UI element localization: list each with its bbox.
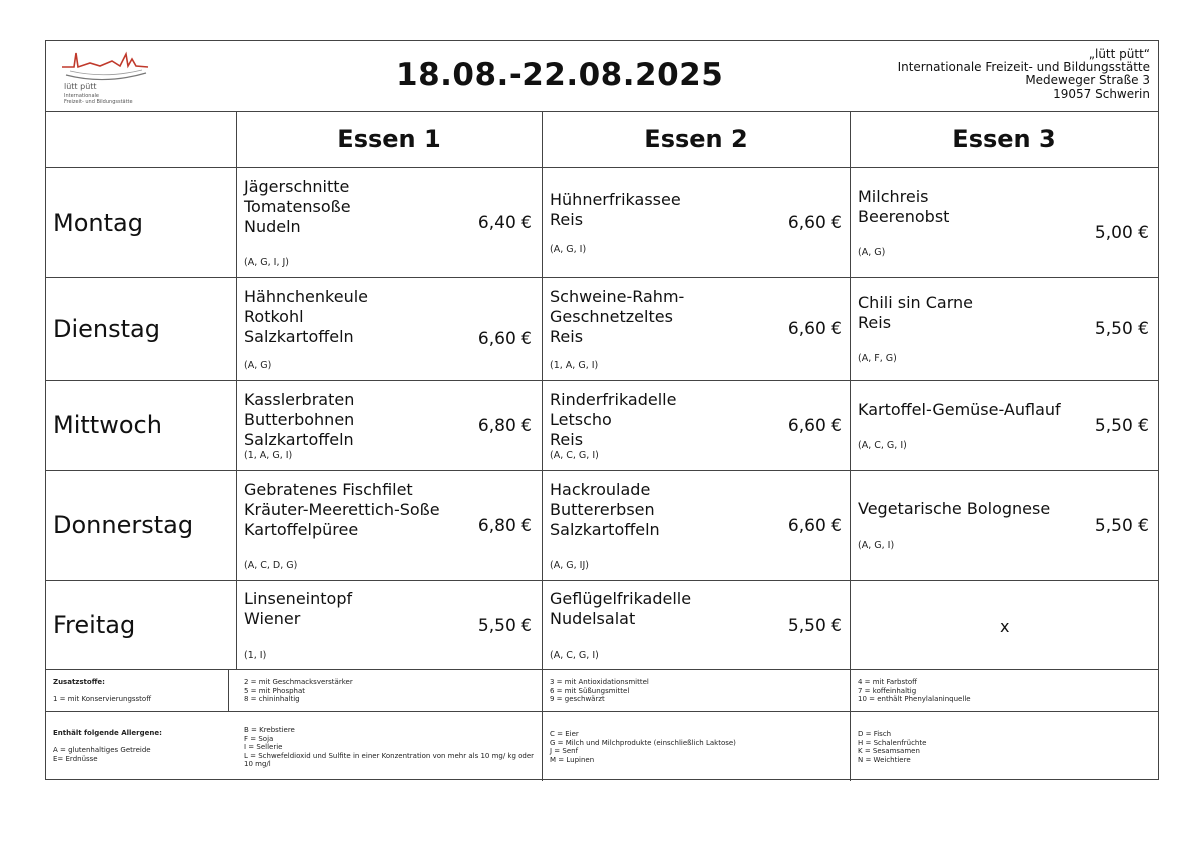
grid-line [542,111,543,781]
additives-heading: Zusatzstoffe: [53,678,105,686]
grid-line [228,669,229,711]
price: 6,40 € [477,213,532,233]
address-line: 19057 Schwerin [1053,86,1150,101]
price: 5,50 € [1094,516,1149,536]
grid-line [46,711,1158,712]
dish-name: Kasslerbraten Butterbohnen Salzkartoffeln [244,390,355,449]
dish-name: Hackroulade Buttererbsen Salzkartoffeln [550,480,660,539]
address-line: Medeweger Straße 3 [1025,73,1150,88]
grid-line [850,111,851,781]
column-header-essen-3: Essen 3 [952,125,1056,153]
day-label: Dienstag [53,315,160,343]
menu-sheet [45,40,1159,780]
dish-name: Hähnchenkeule Rotkohl Salzkartoffeln [244,287,369,346]
allergen-codes: (A, G) [858,247,886,258]
price: 5,50 € [1094,416,1149,436]
additives-col-3: 3 = mit Antioxidationsmittel 6 = mit Süßungsmittel 9 = geschwärzt [550,678,649,703]
logo-name: lütt pütt [64,82,97,91]
dish-name: Hühnerfrikassee Reis [550,190,681,229]
allergen-codes: (A, G, I) [858,540,895,551]
no-meal-mark: x [1000,617,1010,636]
grid-line [236,111,237,669]
logo-subtitle: Internationale Freizeit- und Bildungsstätte [64,93,133,105]
allergens-col-2: B = Krebstiere F = Soja I = Sellerie L = Schwefeldioxid und Sulfite in einer Konzentration von mehr als 10 mg/ kg oder 10 mg/l [244,726,535,768]
allergen-codes: (1, A, G, I) [550,360,599,371]
page-title: 18.08.-22.08.2025 [396,57,724,93]
additives-col-2: 2 = mit Geschmacksverstärker 5 = mit Phosphat 8 = chininhaltig [244,678,353,703]
dish-name: Kartoffel-Gemüse-Auflauf [858,400,1061,419]
grid-line [46,470,1158,471]
price: 6,60 € [787,516,842,536]
allergens-col-3: C = Eier G = Milch und Milchprodukte (einschließlich Laktose) J = Senf M = Lupinen [550,730,736,764]
allergens-col-4: D = Fisch H = Schalenfrüchte K = Sesamsamen N = Weichtiere [858,730,927,764]
day-label: Mittwoch [53,411,162,439]
dish-name: Linseneintopf Wiener [244,589,353,628]
address-line: „lütt pütt“ [1088,47,1150,61]
price: 5,50 € [787,616,842,636]
allergen-codes: (A, G) [244,360,272,371]
dish-name: Chili sin Carne Reis [858,293,973,332]
price: 5,50 € [1094,319,1149,339]
logo [60,49,150,105]
dish-name: Gebratenes Fischfilet Kräuter-Meerettich-Soße Kartoffelpüree [244,480,440,539]
allergen-codes: (A, G, IJ) [550,560,589,571]
dish-name: Milchreis Beerenobst [858,187,950,226]
grid-line [46,669,1158,670]
price: 6,60 € [787,416,842,436]
column-header-essen-1: Essen 1 [337,125,441,153]
logo-skyline-icon [60,49,150,81]
price: 6,80 € [477,516,532,536]
grid-line [46,380,1158,381]
allergen-codes: (A, G, I) [550,244,587,255]
dish-name: Jägerschnitte Tomatensoße Nudeln [244,177,351,236]
column-header-essen-2: Essen 2 [644,125,748,153]
grid-line [46,167,1158,168]
dish-name: Schweine-Rahm- Geschnetzeltes Reis [550,287,685,346]
price: 5,00 € [1094,223,1149,243]
allergen-codes: (A, C, G, I) [858,440,907,451]
allergen-codes: (1, I) [244,650,267,661]
allergens-heading: Enthält folgende Allergene: [53,729,162,737]
price: 6,80 € [477,416,532,436]
price: 6,60 € [787,213,842,233]
price: 5,50 € [477,616,532,636]
allergen-codes: (A, F, G) [858,353,897,364]
additives-col-4: 4 = mit Farbstoff 7 = koffeinhaltig 10 = enthält Phenylalaninquelle [858,678,971,703]
allergens-col-1: Enthält folgende Allergene: A = glutenhaltiges Getreide E= Erdnüsse [53,729,162,763]
header [46,41,1158,112]
allergen-codes: (A, C, D, G) [244,560,298,571]
address-block [898,48,1150,101]
price: 6,60 € [477,329,532,349]
dish-name: Rinderfrikadelle Letscho Reis [550,390,677,449]
grid-line [46,277,1158,278]
day-label: Freitag [53,611,136,639]
address-line: Internationale Freizeit- und Bildungsstätte [897,60,1150,75]
allergen-codes: (A, C, G, I) [550,650,599,661]
dish-name: Vegetarische Bolognese [858,499,1051,518]
allergen-codes: (A, C, G, I) [550,450,599,461]
allergen-codes: (1, A, G, I) [244,450,293,461]
price: 6,60 € [787,319,842,339]
day-label: Donnerstag [53,511,194,539]
allergen-codes: (A, G, I, J) [244,257,289,268]
additives-col-1: Zusatzstoffe: 1 = mit Konservierungsstoff [53,678,152,703]
grid-line [46,580,1158,581]
day-label: Montag [53,209,143,237]
dish-name: Geflügelfrikadelle Nudelsalat [550,589,692,628]
